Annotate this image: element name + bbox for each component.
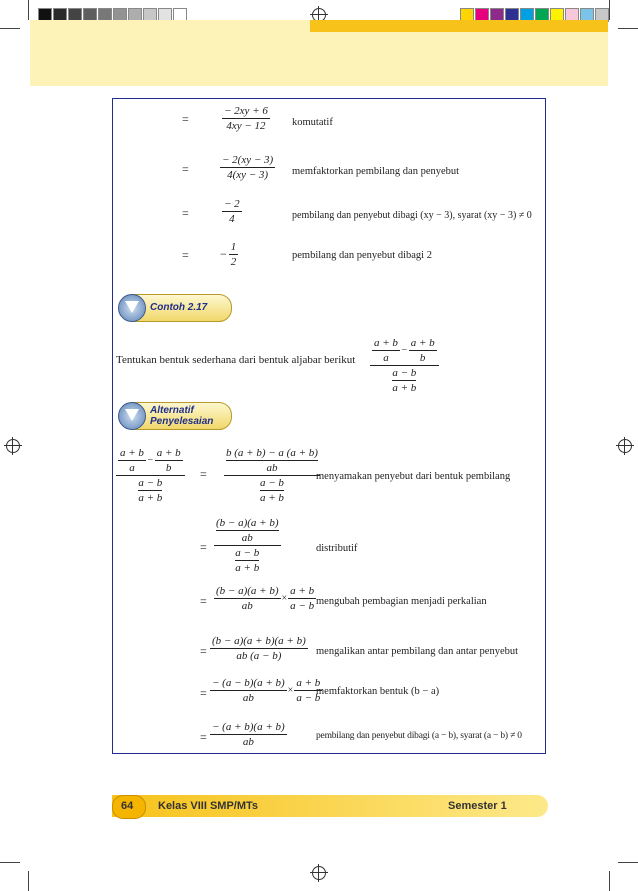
numerator: a + b (410, 337, 435, 349)
denominator: a + b (392, 382, 417, 394)
numerator: a + b (374, 337, 398, 349)
triangle-badge-icon (118, 294, 146, 322)
example-label: Contoh 2.17 (150, 302, 208, 313)
numerator: a − b (392, 367, 417, 379)
solution-lhs-expression (116, 446, 185, 505)
numerator: − (a − b)(a + b) (212, 677, 285, 689)
times-sign: × (287, 685, 294, 696)
top-step-3-fraction (222, 197, 242, 226)
step-note: pembilang dan penyebut dibagi (xy − 3), syarat (xy − 3) ≠ 0 (292, 210, 532, 221)
step-note: mengalikan antar pembilang dan antar penyebut (316, 646, 519, 657)
denominator: a − b (296, 692, 321, 704)
denominator: a (383, 352, 389, 364)
question-expression (370, 336, 439, 395)
denominator: ab (241, 600, 253, 612)
numerator: a + b (290, 585, 315, 597)
top-step-4 (182, 248, 189, 263)
step-note: komutatif (292, 117, 333, 128)
denominator: a + b (259, 492, 284, 504)
equals-sign: = (182, 112, 189, 126)
denominator: a + b (235, 562, 260, 574)
denominator: 4 (229, 213, 235, 225)
footer-semester-label: Semester 1 (448, 800, 507, 812)
equals-sign: = (200, 686, 207, 700)
step-note: mengubah pembagian menjadi perkalian (316, 596, 487, 607)
solution-label (150, 405, 213, 427)
equals-sign: = (200, 540, 207, 554)
numerator: a − b (259, 477, 284, 489)
step-note: distributif (316, 543, 358, 554)
denominator: b (165, 462, 172, 474)
top-step-1 (182, 112, 189, 127)
header-accent-tab (310, 20, 608, 32)
step-note: memfaktorkan bentuk (b − a) (316, 686, 440, 697)
registration-mark-icon (618, 439, 632, 453)
denominator: 4(xy − 3) (227, 169, 269, 181)
numerator: a + b (296, 677, 321, 689)
minus-sign: − (220, 247, 227, 261)
denominator: 2 (230, 256, 237, 268)
top-step-2 (182, 162, 189, 177)
solution-step-2-fraction (214, 516, 281, 575)
numerator: − (a + b)(a + b) (212, 721, 285, 733)
equals-sign: = (200, 467, 207, 481)
crop-mark (28, 0, 29, 20)
numerator: a − b (138, 477, 163, 489)
numerator: a + b (120, 447, 144, 459)
denominator: ab (242, 692, 254, 704)
equals-sign: = (200, 730, 207, 744)
equals-sign: = (182, 248, 189, 262)
numerator: − 2xy + 6 (224, 105, 268, 117)
denominator: ab (242, 736, 254, 748)
top-step-3 (182, 206, 189, 221)
footer-class-label: Kelas VIII SMP/MTs (158, 800, 259, 812)
equals-sign: = (200, 644, 207, 658)
step-note: pembilang dan penyebut dibagi 2 (292, 250, 432, 261)
crop-mark (618, 28, 638, 29)
numerator: 1 (230, 241, 237, 253)
solution-label-line2: Penyelesaian (150, 416, 214, 427)
solution-label-line1: Alternatif (150, 405, 194, 416)
top-step-1-fraction (222, 104, 270, 133)
solution-step-6-fraction (210, 720, 287, 749)
crop-mark (609, 871, 610, 891)
solution-step-3-fraction (214, 584, 316, 613)
numerator: (b − a)(a + b) (216, 585, 279, 597)
solution-step-4-fraction (210, 634, 308, 663)
numerator: (b − a)(a + b) (216, 517, 279, 529)
numerator: a − b (235, 547, 260, 559)
minus-sign: − (400, 344, 408, 356)
step-note: pembilang dan penyebut dibagi (a − b), syarat (a − b) ≠ 0 (316, 731, 522, 741)
numerator: (b − a)(a + b)(a + b) (212, 635, 306, 647)
denominator: ab (a − b) (236, 650, 282, 662)
page-number: 64 (121, 800, 134, 812)
step-note: memfaktorkan pembilang dan penyebut (292, 166, 460, 177)
minus-sign: − (146, 454, 154, 466)
crop-mark (618, 862, 638, 863)
denominator: a + b (138, 492, 163, 504)
crop-mark (0, 862, 20, 863)
example-question: Tentukan bentuk sederhana dari bentuk aljabar berikut (116, 354, 356, 366)
equals-sign: = (182, 206, 189, 220)
numerator: − 2(xy − 3) (222, 154, 274, 166)
top-step-2-fraction (220, 153, 275, 182)
crop-mark (28, 871, 29, 891)
numerator: a + b (156, 447, 181, 459)
solution-step-5-fraction (210, 676, 322, 705)
step-note: menyamakan penyebut dari bentuk pembilang (316, 471, 511, 482)
numerator: − 2 (224, 198, 240, 210)
solution-step-1-fraction (224, 446, 320, 505)
times-sign: × (281, 593, 288, 604)
denominator: ab (241, 532, 253, 544)
registration-mark-icon (312, 866, 326, 880)
denominator: b (419, 352, 426, 364)
denominator: a (129, 462, 135, 474)
denominator: 4xy − 12 (226, 120, 266, 132)
equals-sign: = (200, 594, 207, 608)
top-step-4-fraction (220, 240, 238, 269)
denominator: ab (266, 462, 278, 474)
gear-badge-icon (118, 402, 146, 430)
registration-mark-icon (6, 439, 20, 453)
denominator: a − b (290, 600, 315, 612)
crop-mark (0, 28, 20, 29)
equals-sign: = (182, 162, 189, 176)
numerator: b (a + b) − a (a + b) (226, 447, 318, 459)
